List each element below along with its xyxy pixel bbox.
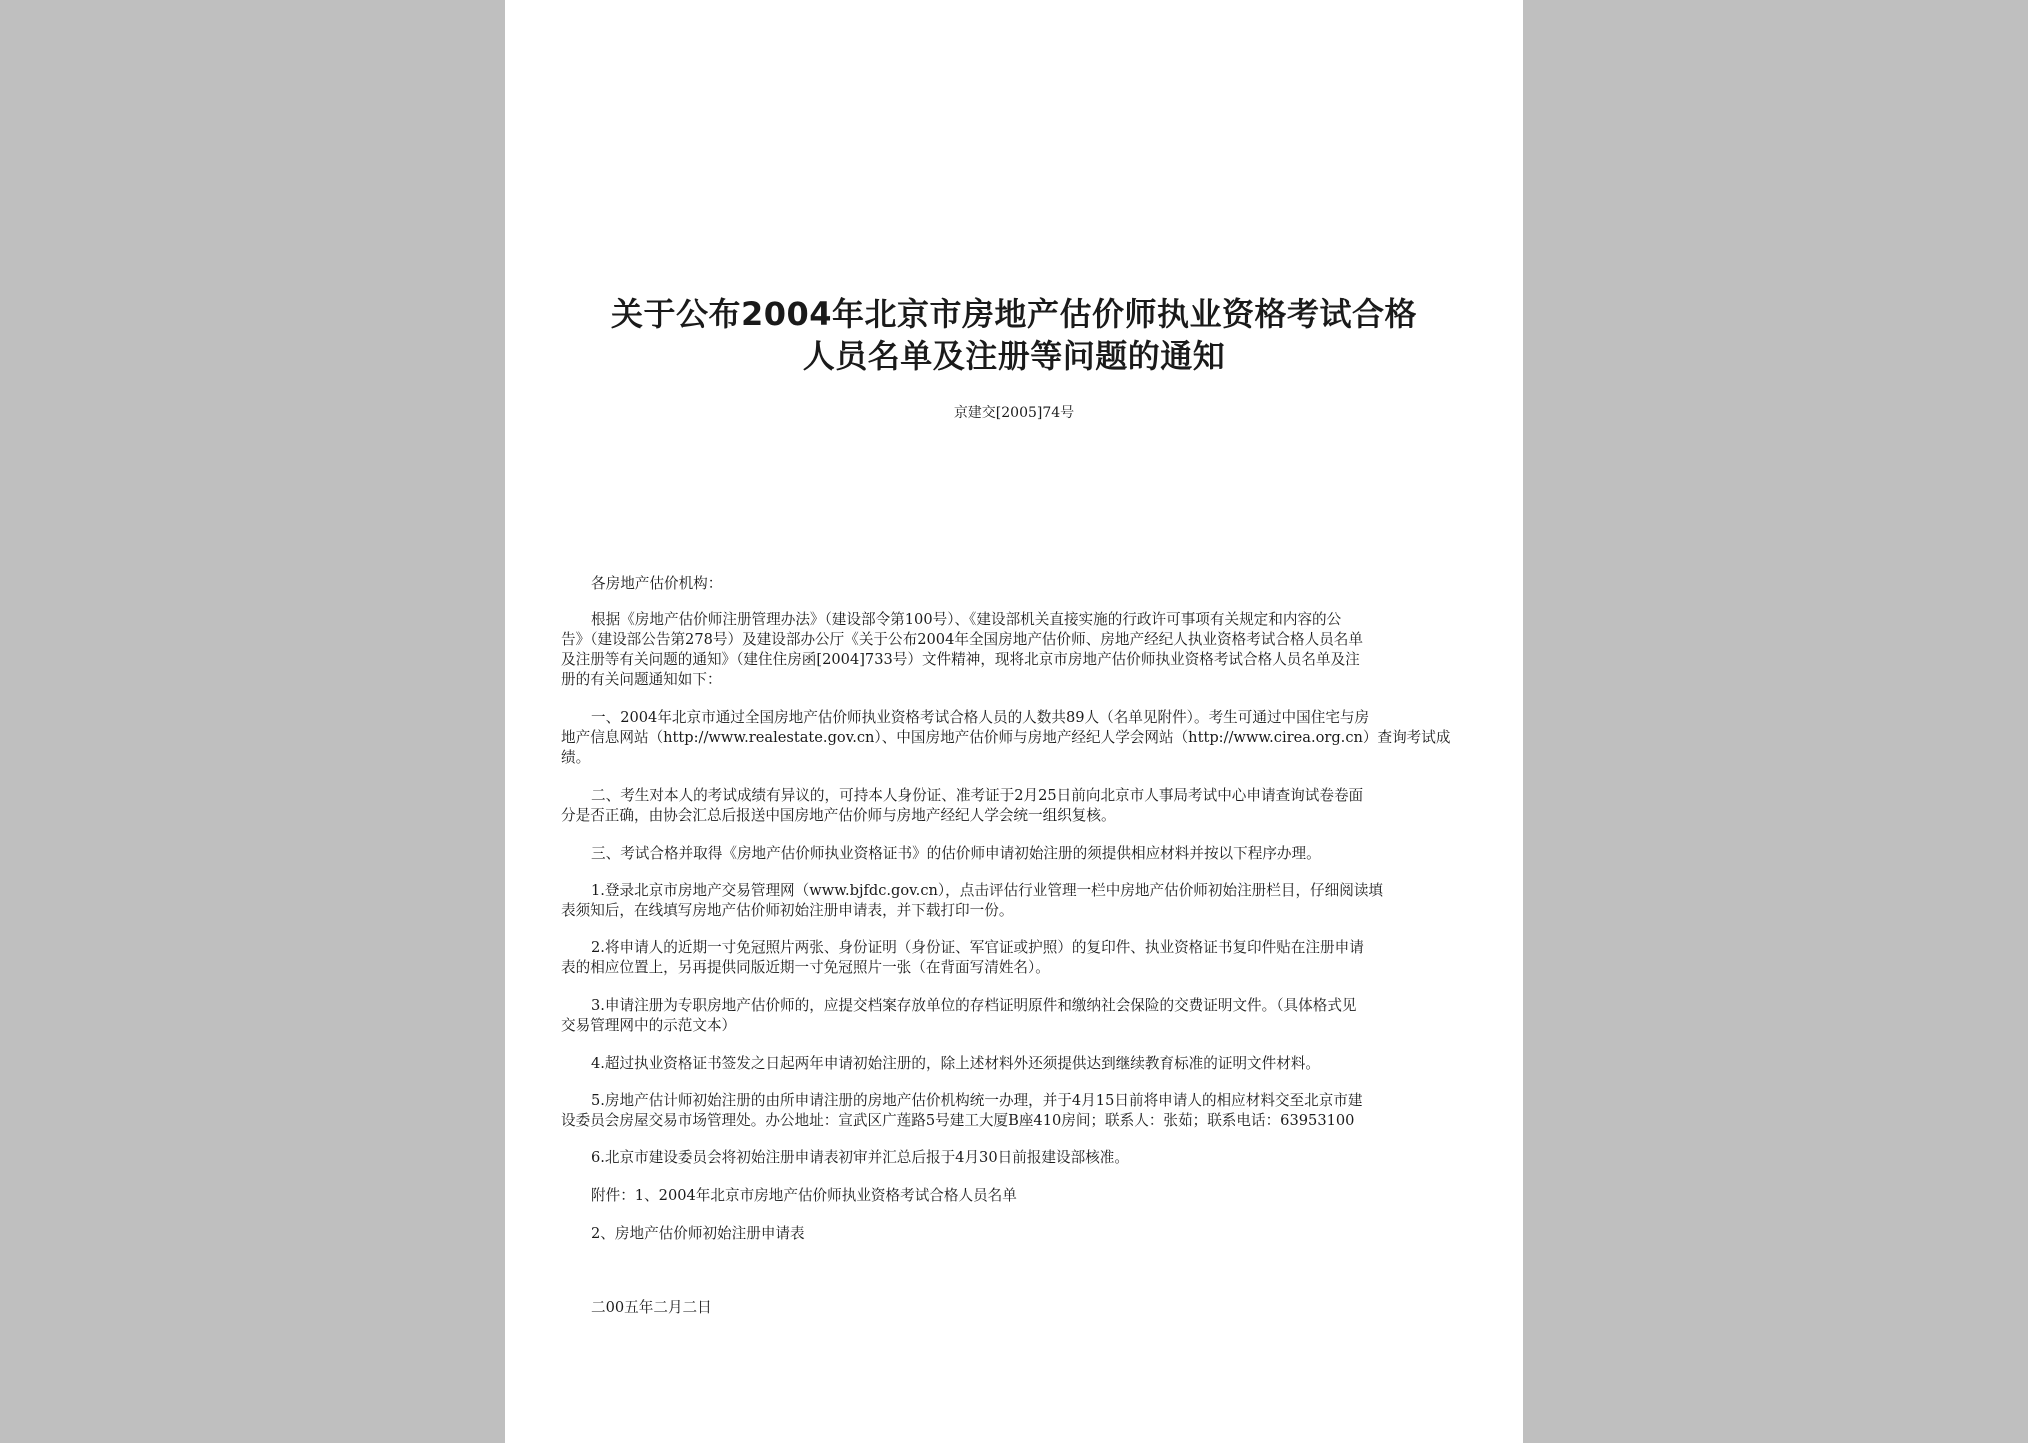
- intro-line: 及注册等有关问题的通知》（建住住房函[2004]733号）文件精神，现将北京市房地产估价师执业资格考试合格人员名单及注: [561, 651, 1360, 668]
- intro-paragraph: [561, 610, 1467, 690]
- step-1-line: 1.登录北京市房地产交易管理网（www.bjfdc.gov.cn），点击评估行业管理一栏中房地产估价师初始注册栏目，仔细阅读填: [591, 882, 1384, 899]
- salutation: [561, 574, 1467, 594]
- step-5-line: 5.房地产估计师初始注册的由所申请注册的房地产估价机构统一办理，并于4月15日前将申请人的相应材料交至北京市建: [591, 1092, 1363, 1109]
- item-1-line: 地产信息网站（http://www.realestate.gov.cn）、中国房地产估价师与房地产经纪人学会网站（http://www.cirea.org.cn）查询考试成: [561, 729, 1451, 746]
- intro-line: 册的有关问题通知如下：: [561, 671, 722, 688]
- document-date: [561, 1298, 1467, 1318]
- document-date-text: 二00五年二月二日: [591, 1299, 712, 1316]
- document-page: [505, 0, 1523, 1443]
- step-2-paragraph: [561, 938, 1467, 978]
- attachment-2: [561, 1224, 1467, 1244]
- step-3-line: 交易管理网中的示范文本）: [561, 1017, 737, 1034]
- step-5-line: 设委员会房屋交易市场管理处。办公地址：宣武区广莲路5号建工大厦B座410房间；联系人：张茹；联系电话：63953100: [561, 1112, 1355, 1129]
- item-2-paragraph: [561, 786, 1467, 826]
- item-3-paragraph: [561, 844, 1467, 864]
- step-3-paragraph: [561, 996, 1467, 1036]
- item-3-line: 三、考试合格并取得《房地产估价师执业资格证书》的估价师申请初始注册的须提供相应材料并按以下程序办理。: [591, 845, 1321, 862]
- step-4-paragraph: [561, 1054, 1467, 1074]
- item-1-line: 一、2004年北京市通过全国房地产估价师执业资格考试合格人员的人数共89人（名单见附件）。考生可通过中国住宅与房: [591, 709, 1370, 726]
- step-5-paragraph: [561, 1091, 1467, 1131]
- step-6-line: 6.北京市建设委员会将初始注册申请表初审并汇总后报于4月30日前报建设部核准。: [591, 1149, 1129, 1166]
- item-1-paragraph: [561, 708, 1467, 768]
- document-number: 京建交[2005]74号: [953, 405, 1075, 421]
- document-title-line-1: 关于公布2004年北京市房地产估价师执业资格考试合格: [610, 295, 1418, 333]
- item-2-line: 分是否正确，由协会汇总后报送中国房地产估价师与房地产经纪人学会统一组织复核。: [561, 807, 1116, 824]
- document-title-line-2: 人员名单及注册等问题的通知: [802, 337, 1226, 375]
- salutation-text: 各房地产估价机构：: [591, 575, 723, 592]
- attachment-2-text: 2、房地产估价师初始注册申请表: [591, 1225, 805, 1242]
- step-6-paragraph: [561, 1148, 1467, 1168]
- attachment-1-text: 附件：1、2004年北京市房地产估价师执业资格考试合格人员名单: [591, 1187, 1017, 1204]
- step-2-line: 2.将申请人的近期一寸免冠照片两张、身份证明（身份证、军官证或护照）的复印件、执业资格证书复印件贴在注册申请: [591, 939, 1364, 956]
- intro-line: 告》（建设部公告第278号）及建设部办公厅《关于公布2004年全国房地产估价师、房地产经纪人执业资格考试合格人员名单: [561, 631, 1363, 648]
- step-1-paragraph: [561, 881, 1467, 921]
- item-2-line: 二、考生对本人的考试成绩有异议的，可持本人身份证、准考证于2月25日前向北京市人事局考试中心申请查询试卷卷面: [591, 787, 1364, 804]
- step-3-line: 3.申请注册为专职房地产估价师的，应提交档案存放单位的存档证明原件和缴纳社会保险的交费证明文件。（具体格式见: [591, 997, 1357, 1014]
- intro-line: 根据《房地产估价师注册管理办法》（建设部令第100号）、《建设部机关直接实施的行政许可事项有关规定和内容的公: [591, 611, 1342, 628]
- item-1-line: 绩。: [561, 749, 591, 766]
- attachment-1: [561, 1186, 1467, 1206]
- step-2-line: 表的相应位置上，另再提供同版近期一寸免冠照片一张（在背面写清姓名）。: [561, 959, 1050, 976]
- step-1-line: 表须知后，在线填写房地产估价师初始注册申请表，并下载打印一份。: [561, 902, 1014, 919]
- step-4-line: 4.超过执业资格证书签发之日起两年申请初始注册的，除上述材料外还须提供达到继续教育标准的证明文件材料。: [591, 1055, 1321, 1072]
